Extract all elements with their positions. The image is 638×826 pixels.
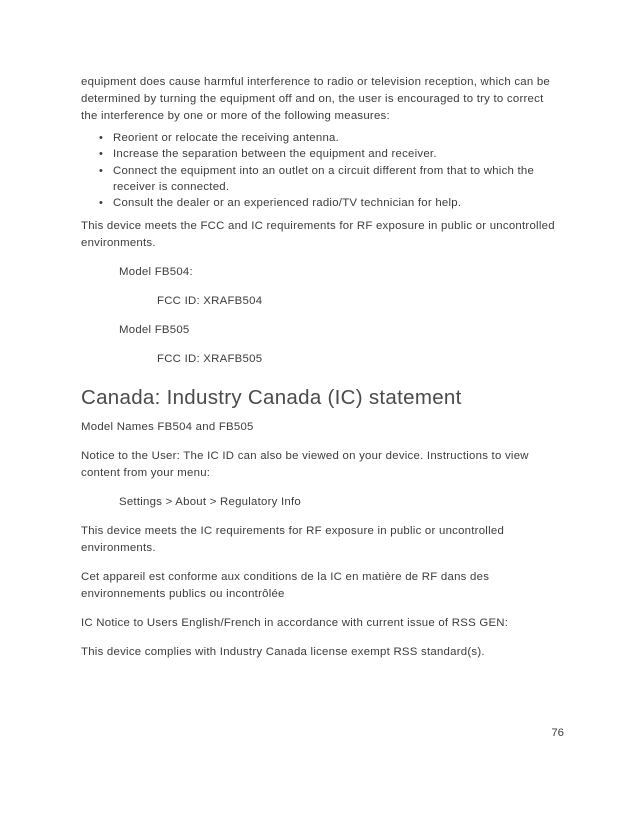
canada-section-heading: Canada: Industry Canada (IC) statement	[81, 386, 462, 410]
fcc-id-fb504: FCC ID: XRAFB504	[157, 295, 263, 308]
intro-paragraph: equipment does cause harmful interference to radio or television reception, which can be determined by turning the equipment off and on, the user is encouraged to try to correct the interference by one or more of the following measures:	[81, 76, 551, 122]
fcc-exposure-paragraph: This device meets the FCC and IC requirements for RF exposure in public or uncontrolled environments.	[81, 220, 555, 250]
list-item	[97, 195, 563, 211]
measure-text: Reorient or relocate the receiving antenna.	[113, 132, 340, 144]
settings-path: Settings > About > Regulatory Info	[119, 496, 302, 509]
model-names: Model Names FB504 and FB505	[81, 421, 254, 434]
measure-text: Increase the separation between the equipment and receiver.	[113, 148, 437, 161]
bullet-icon: •	[99, 148, 104, 161]
list-item	[97, 130, 563, 146]
bullet-icon: •	[99, 197, 104, 210]
ic-notice-paragraph: IC Notice to Users English/French in accordance with current issue of RSS GEN:	[81, 617, 509, 630]
bullet-icon: •	[99, 164, 104, 177]
document-page	[81, 74, 563, 661]
bullet-icon: •	[99, 132, 104, 144]
list-item	[97, 163, 563, 196]
model-fb504-label: Model FB504:	[119, 266, 193, 279]
ic-exposure-paragraph: This device meets the IC requirements for RF exposure in public or uncontrolled environments.	[81, 525, 505, 555]
page-number: 76	[551, 727, 564, 739]
list-item	[97, 146, 563, 162]
fcc-id-fb505: FCC ID: XRAFB505	[157, 353, 263, 366]
french-exposure-paragraph: Cet appareil est conforme aux conditions de la IC en matière de RF dans des environnements publics ou incontrôlée	[81, 571, 490, 601]
measure-text: Connect the equipment into an outlet on a circuit different from that to which the receiver is connected.	[113, 164, 535, 193]
measures-list	[81, 130, 563, 211]
rss-compliance-paragraph: This device complies with Industry Canada license exempt RSS standard(s).	[81, 646, 485, 659]
notice-to-user-paragraph: Notice to the User: The IC ID can also be viewed on your device. Instructions to view content from your menu:	[81, 450, 529, 480]
measure-text: Consult the dealer or an experienced radio/TV technician for help.	[113, 197, 462, 210]
model-fb505-label: Model FB505	[119, 324, 190, 337]
